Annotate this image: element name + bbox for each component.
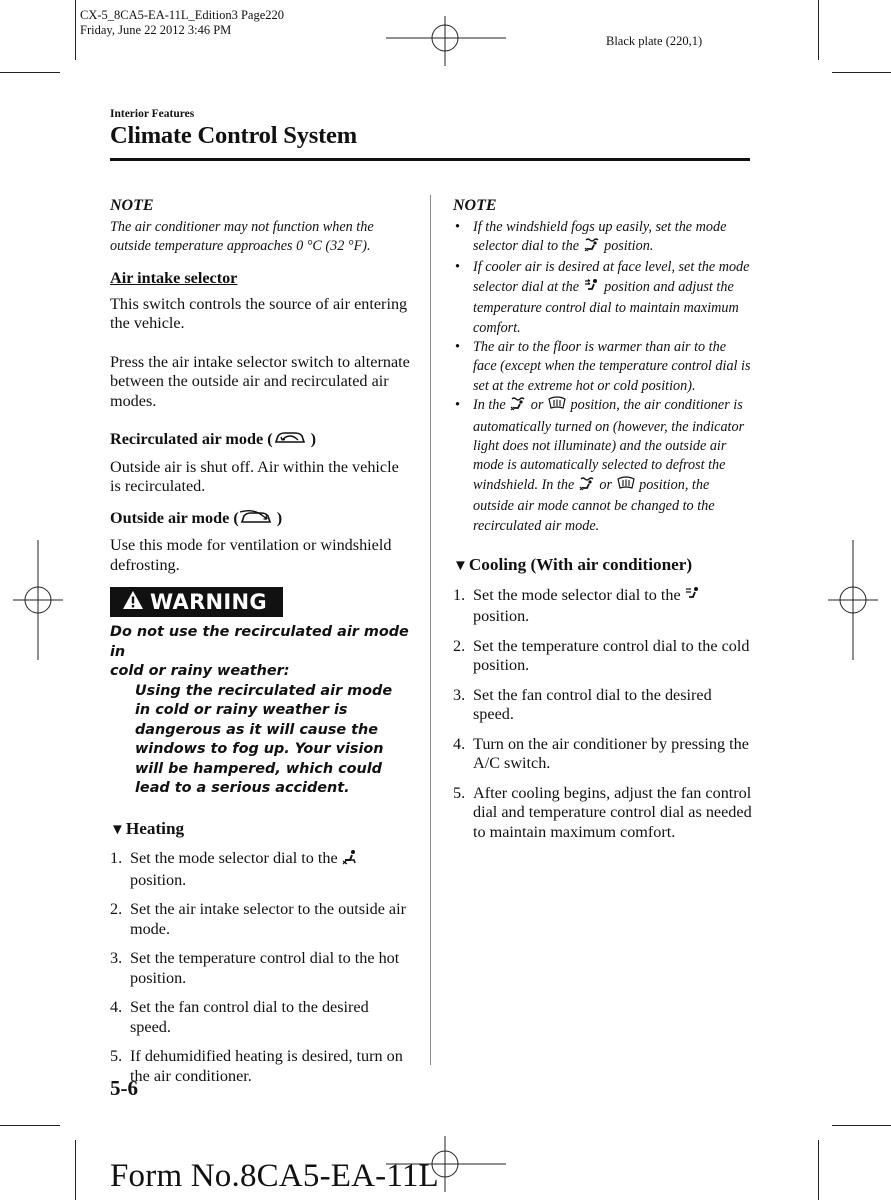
bullet-text: In the: [473, 397, 510, 414]
step-text: Set the mode selector dial to the: [130, 849, 342, 868]
bullet-text: or: [595, 476, 616, 493]
warning-triangle-icon: [122, 590, 144, 616]
step-text: If dehumidified heating is desired, turn on the air conditioner.: [130, 1047, 403, 1085]
windshield-defrost-icon: [547, 396, 567, 417]
warning-text: Using the recirculated air mode in cold or rainy weather is dangerous as it will cause the windows to fog up. Your vision will be hampered, which could lead to a serious accident.: [135, 682, 393, 797]
bullet-text: position.: [600, 237, 654, 254]
step-number: 3.: [453, 685, 466, 704]
step-number: 2.: [453, 636, 466, 655]
crop-mark: [0, 72, 60, 73]
bullet-text: position, the air conditioner is automatically turned on (however, the indicator light does not illuminate) and the outside air mode is automatically selected to defrost the windshield. In the: [473, 397, 745, 493]
list-item: [453, 396, 753, 536]
air-intake-para2: Press the air intake selector switch to alternate between the outside air and recirculated air modes.: [110, 352, 410, 410]
heading-marker: ▼: [453, 558, 468, 574]
step-number: 4.: [110, 998, 123, 1017]
list-item: [453, 586, 753, 627]
step-text: Set the fan control dial to the desired speed.: [473, 685, 712, 723]
list-item: [453, 338, 753, 396]
heating-heading-text: Heating: [125, 818, 185, 838]
registration-mark: [5, 540, 65, 660]
crop-mark: [832, 1125, 891, 1126]
crop-mark: [75, 0, 76, 60]
right-column: [453, 196, 753, 852]
step-text: Set the air intake selector to the outside air mode.: [130, 900, 406, 938]
bullet: •: [455, 259, 460, 276]
outside-mode-heading: [110, 509, 410, 531]
list-item: [453, 735, 753, 774]
step-text: After cooling begins, adjust the fan control dial and temperature control dial as needed to maintain maximum comfort.: [473, 783, 752, 841]
step-text: position.: [473, 607, 530, 625]
bullet: •: [455, 397, 460, 414]
step-number: 4.: [453, 734, 466, 753]
step-text: Set the mode selector dial to the: [473, 585, 685, 604]
registration-mark: [826, 540, 886, 660]
recirculate-air-icon: [273, 430, 307, 452]
title-rule: [110, 158, 750, 161]
crop-mark: [832, 72, 891, 73]
step-text: Set the temperature control dial to the cold position.: [473, 636, 750, 674]
list-item: [453, 218, 753, 259]
bullet-text: If the windshield fogs up easily, set the mode selector dial to the: [473, 218, 727, 254]
face-mode-icon: [583, 278, 601, 299]
list-item: [453, 637, 753, 676]
heading-marker: ▼: [110, 821, 125, 838]
recirc-mode-heading: [110, 430, 410, 452]
list-item: [453, 258, 753, 338]
registration-mark: [386, 8, 506, 68]
outside-mode-text: Use this mode for ventilation or windshield defrosting.: [110, 536, 392, 574]
recirc-mode-heading-prefix: Recirculated air mode (: [110, 430, 273, 449]
file-info-line1: CX-5_8CA5-EA-11L_Edition3 Page220: [80, 8, 285, 22]
step-number: 1.: [110, 849, 123, 868]
warning-label: WARNING: [150, 589, 267, 614]
bullet-text: position, the outside air mode cannot be changed to the recirculated air mode.: [473, 476, 715, 534]
list-item: [453, 686, 753, 725]
crop-mark: [818, 0, 819, 60]
file-info-line2: Friday, June 22 2012 3:46 PM: [80, 23, 232, 37]
crop-mark: [818, 1140, 819, 1200]
step-text: Set the temperature control dial to the hot position.: [130, 949, 400, 987]
note-heading: NOTE: [110, 197, 154, 214]
floor-defrost-mode-icon: [578, 476, 596, 497]
windshield-defrost-icon: [616, 476, 636, 497]
recirc-mode-heading-suffix: ): [306, 430, 317, 449]
bullet-text: The air to the floor is warmer than air to the face (except when the temperature control dial is set at the extreme hot or cold position).: [473, 338, 751, 394]
step-text: position.: [130, 870, 187, 889]
heating-heading: [110, 819, 410, 841]
recirc-mode-text: Outside air is shut off. Air within the vehicle is recirculated.: [110, 457, 399, 496]
list-item: [110, 1047, 410, 1086]
air-intake-para1: This switch controls the source of air entering the vehicle.: [110, 294, 408, 333]
bullet-text: position and adjust the temperature control dial to maintain maximum comfort.: [473, 278, 739, 336]
crop-mark: [0, 1125, 60, 1126]
step-number: 2.: [110, 900, 123, 919]
warning-body: [110, 623, 410, 799]
crop-mark: [75, 1140, 76, 1200]
step-text: Set the fan control dial to the desired speed.: [130, 998, 369, 1036]
page-title: Climate Control System: [110, 122, 357, 149]
face-mode-icon: [685, 586, 701, 608]
note-bullets: [453, 218, 753, 537]
file-info: [80, 8, 284, 38]
list-item: [110, 900, 410, 939]
heating-steps: [110, 849, 410, 1086]
warning-lead-line1: Do not use the recirculated air mode in: [110, 624, 409, 660]
bullet-text: If cooler air is desired at face level, set the mode selector dial at the: [473, 259, 750, 295]
list-item: [110, 949, 410, 988]
bullet: •: [455, 338, 460, 355]
list-item: [110, 849, 410, 890]
plate-info: Black plate (220,1): [606, 34, 703, 48]
floor-mode-icon: [342, 849, 358, 871]
step-number: 5.: [453, 783, 466, 802]
step-number: 1.: [453, 585, 466, 604]
list-item: [453, 784, 753, 843]
note-heading: NOTE: [453, 197, 497, 214]
warning-badge: [110, 587, 283, 617]
cooling-steps: [453, 586, 753, 843]
cooling-heading: [453, 555, 753, 577]
cooling-heading-text: Cooling (With air conditioner): [468, 555, 693, 574]
list-item: [110, 998, 410, 1037]
left-column: [110, 196, 410, 1096]
section-label: Interior Features: [110, 108, 195, 120]
floor-defrost-mode-icon: [583, 237, 601, 258]
column-divider: [430, 195, 431, 1065]
step-number: 3.: [110, 949, 123, 968]
form-number: Form No.8CA5-EA-11L: [110, 1158, 439, 1194]
note-text: The air conditioner may not function when the outside temperature approaches 0 °C (32 °F).: [110, 218, 374, 254]
bullet-text: or: [527, 397, 547, 414]
bullet: •: [455, 218, 460, 235]
air-intake-heading: Air intake selector: [110, 269, 238, 288]
step-text: Turn on the air conditioner by pressing the A/C switch.: [473, 734, 749, 772]
step-number: 5.: [110, 1047, 123, 1066]
outside-air-icon: [239, 509, 273, 531]
page-number: 5-6: [110, 1076, 138, 1100]
outside-mode-heading-prefix: Outside air mode (: [110, 508, 239, 527]
floor-defrost-mode-icon: [509, 396, 527, 417]
warning-lead-line2: cold or rainy weather:: [110, 663, 290, 680]
outside-mode-heading-suffix: ): [272, 508, 283, 527]
